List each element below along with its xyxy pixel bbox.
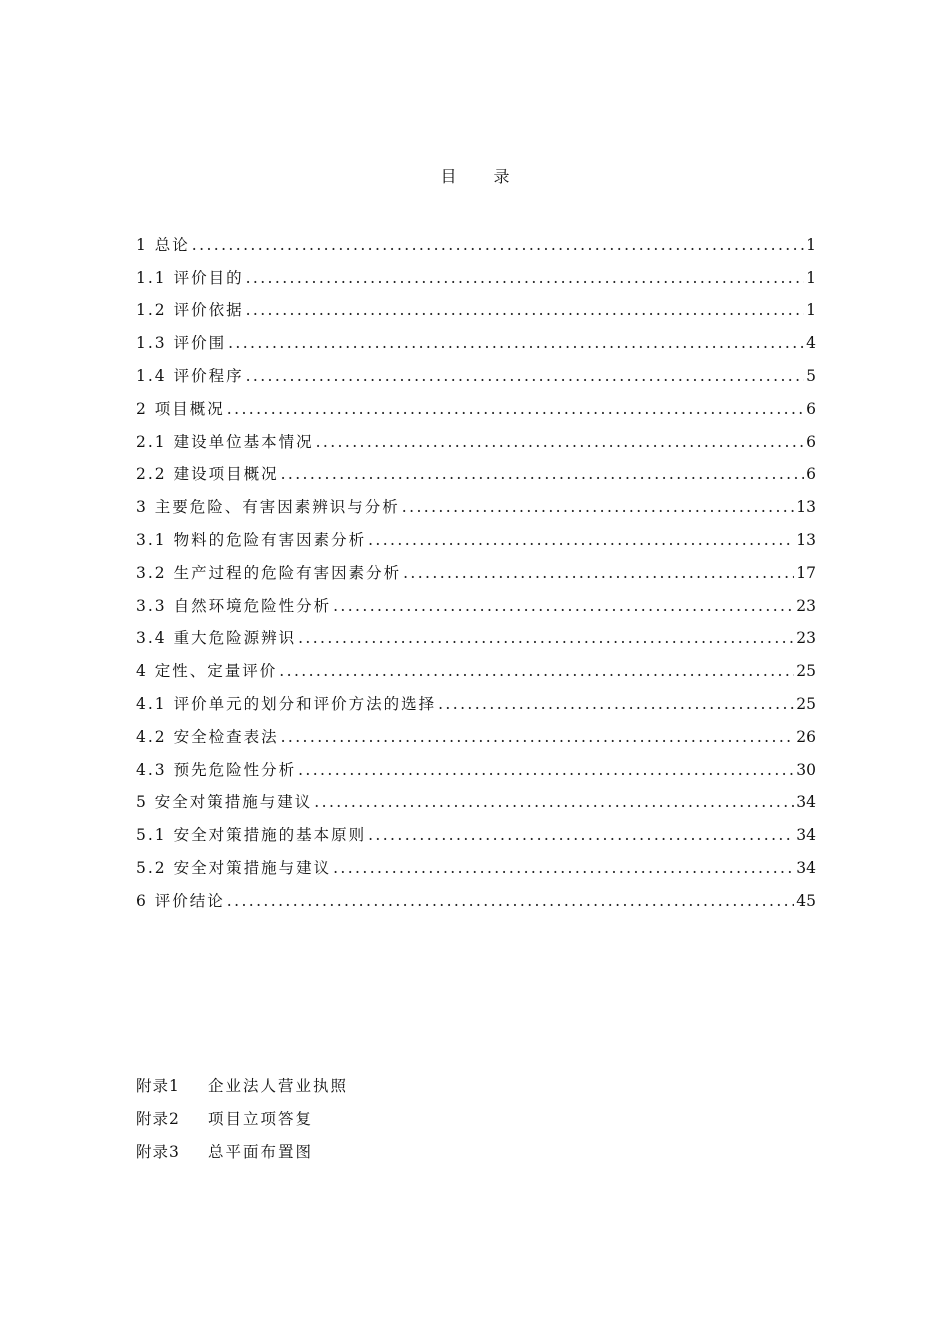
toc-leader-dots — [279, 661, 794, 681]
toc-entry-label: 1.4 评价程序 — [136, 366, 244, 385]
toc-entry-page: 34 — [796, 858, 816, 877]
toc-leader-dots — [438, 694, 794, 714]
toc-entry-label: 1.1 评价目的 — [136, 268, 244, 287]
toc-entry-page: 13 — [796, 498, 816, 517]
toc-entry[interactable] — [136, 648, 816, 681]
toc-entry[interactable] — [136, 452, 816, 485]
appendix-item-label: 附录3 — [136, 1142, 180, 1161]
toc-leader-dots — [333, 858, 794, 878]
toc-entry-label: 2.1 建设单位基本情况 — [136, 432, 314, 451]
toc-leader-dots — [192, 235, 804, 255]
toc-entry-label: 4.1 评价单元的划分和评价方法的选择 — [136, 694, 437, 713]
toc-entry-label: 5.2 安全对策措施与建议 — [136, 858, 332, 877]
toc-entry-label: 1.2 评价依据 — [136, 301, 244, 320]
toc-entry-label: 5 安全对策措施与建议 — [136, 793, 313, 812]
toc-entry-page: 23 — [796, 596, 816, 615]
toc-leader-dots — [246, 268, 805, 288]
toc-entry[interactable] — [136, 320, 816, 353]
toc-entry-page: 5 — [806, 366, 816, 385]
toc-entry-page: 1 — [806, 301, 816, 320]
appendix-item[interactable] — [136, 1072, 636, 1105]
toc-leader-dots — [402, 497, 794, 517]
toc-entry-page: 23 — [796, 629, 816, 648]
toc-entry-page: 1 — [806, 268, 816, 287]
table-of-contents — [136, 222, 816, 911]
toc-leader-dots — [281, 464, 805, 484]
toc-entry[interactable] — [136, 714, 816, 747]
toc-entry-label: 3.1 物料的危险有害因素分析 — [136, 530, 367, 549]
toc-entry[interactable] — [136, 386, 816, 419]
toc-leader-dots — [403, 563, 794, 583]
toc-entry[interactable] — [136, 222, 816, 255]
toc-entry-label: 6 评价结论 — [136, 891, 225, 910]
toc-entry-label: 3.4 重大危险源辨识 — [136, 629, 297, 648]
toc-entry-page: 1 — [806, 235, 816, 254]
toc-entry[interactable] — [136, 484, 816, 517]
toc-entry-page: 34 — [796, 826, 816, 845]
appendix-item[interactable] — [136, 1105, 636, 1138]
toc-entry-page: 30 — [796, 760, 816, 779]
toc-entry[interactable] — [136, 681, 816, 714]
toc-leader-dots — [246, 366, 805, 386]
toc-entry[interactable] — [136, 583, 816, 616]
toc-leader-dots — [333, 596, 794, 616]
toc-entry-label: 3.3 自然环境危险性分析 — [136, 596, 332, 615]
toc-leader-dots — [228, 333, 804, 353]
toc-entry-page: 13 — [796, 530, 816, 549]
page-title: 目 录 — [440, 167, 526, 186]
toc-leader-dots — [368, 825, 794, 845]
toc-entry[interactable] — [136, 812, 816, 845]
toc-leader-dots — [298, 760, 794, 780]
toc-leader-dots — [316, 432, 805, 452]
toc-entry-page: 6 — [806, 399, 816, 418]
toc-entry-label: 1 总论 — [136, 235, 190, 254]
toc-entry-label: 2 项目概况 — [136, 399, 225, 418]
toc-entry[interactable] — [136, 616, 816, 649]
toc-leader-dots — [298, 628, 794, 648]
toc-entry[interactable] — [136, 353, 816, 386]
toc-entry-page: 25 — [796, 662, 816, 681]
appendix-item-title: 企业法人营业执照 — [208, 1077, 349, 1095]
toc-entry-page: 26 — [796, 727, 816, 746]
toc-entry[interactable] — [136, 550, 816, 583]
toc-entry[interactable] — [136, 747, 816, 780]
toc-entry-label: 4.3 预先危险性分析 — [136, 760, 297, 779]
toc-entry-label: 5.1 安全对策措施的基本原则 — [136, 826, 367, 845]
toc-leader-dots — [281, 727, 795, 747]
toc-entry-page: 17 — [796, 563, 816, 582]
toc-entry[interactable] — [136, 288, 816, 321]
toc-entry-label: 3 主要危险、有害因素辨识与分析 — [136, 498, 400, 517]
toc-entry-page: 4 — [806, 334, 816, 353]
toc-entry-label: 1.3 评价围 — [136, 334, 227, 353]
toc-leader-dots — [227, 399, 804, 419]
toc-entry-page: 45 — [796, 891, 816, 910]
appendix-item-label: 附录1 — [136, 1077, 180, 1095]
appendix-item[interactable] — [136, 1138, 636, 1171]
appendix-item-title: 项目立项答复 — [208, 1109, 314, 1128]
toc-entry[interactable] — [136, 517, 816, 550]
toc-entry[interactable] — [136, 419, 816, 452]
toc-entry-label: 3.2 生产过程的危险有害因素分析 — [136, 563, 402, 582]
toc-entry-page: 6 — [806, 432, 816, 451]
toc-entry-label: 2.2 建设项目概况 — [136, 465, 279, 484]
toc-entry-label: 4 定性、定量评价 — [136, 662, 278, 681]
toc-leader-dots — [314, 792, 794, 812]
appendix-item-label: 附录2 — [136, 1109, 180, 1128]
toc-entry-page: 6 — [806, 465, 816, 484]
toc-entry[interactable] — [136, 878, 816, 911]
toc-entry[interactable] — [136, 780, 816, 813]
toc-leader-dots — [227, 891, 794, 911]
toc-entry[interactable] — [136, 845, 816, 878]
toc-leader-dots — [246, 300, 805, 320]
appendix-item-title: 总平面布置图 — [208, 1142, 314, 1161]
toc-entry[interactable] — [136, 255, 816, 288]
appendix-list — [136, 1072, 636, 1170]
toc-entry-page: 34 — [796, 793, 816, 812]
toc-leader-dots — [368, 530, 794, 550]
toc-entry-label: 4.2 安全检查表法 — [136, 727, 279, 746]
toc-entry-page: 25 — [796, 694, 816, 713]
